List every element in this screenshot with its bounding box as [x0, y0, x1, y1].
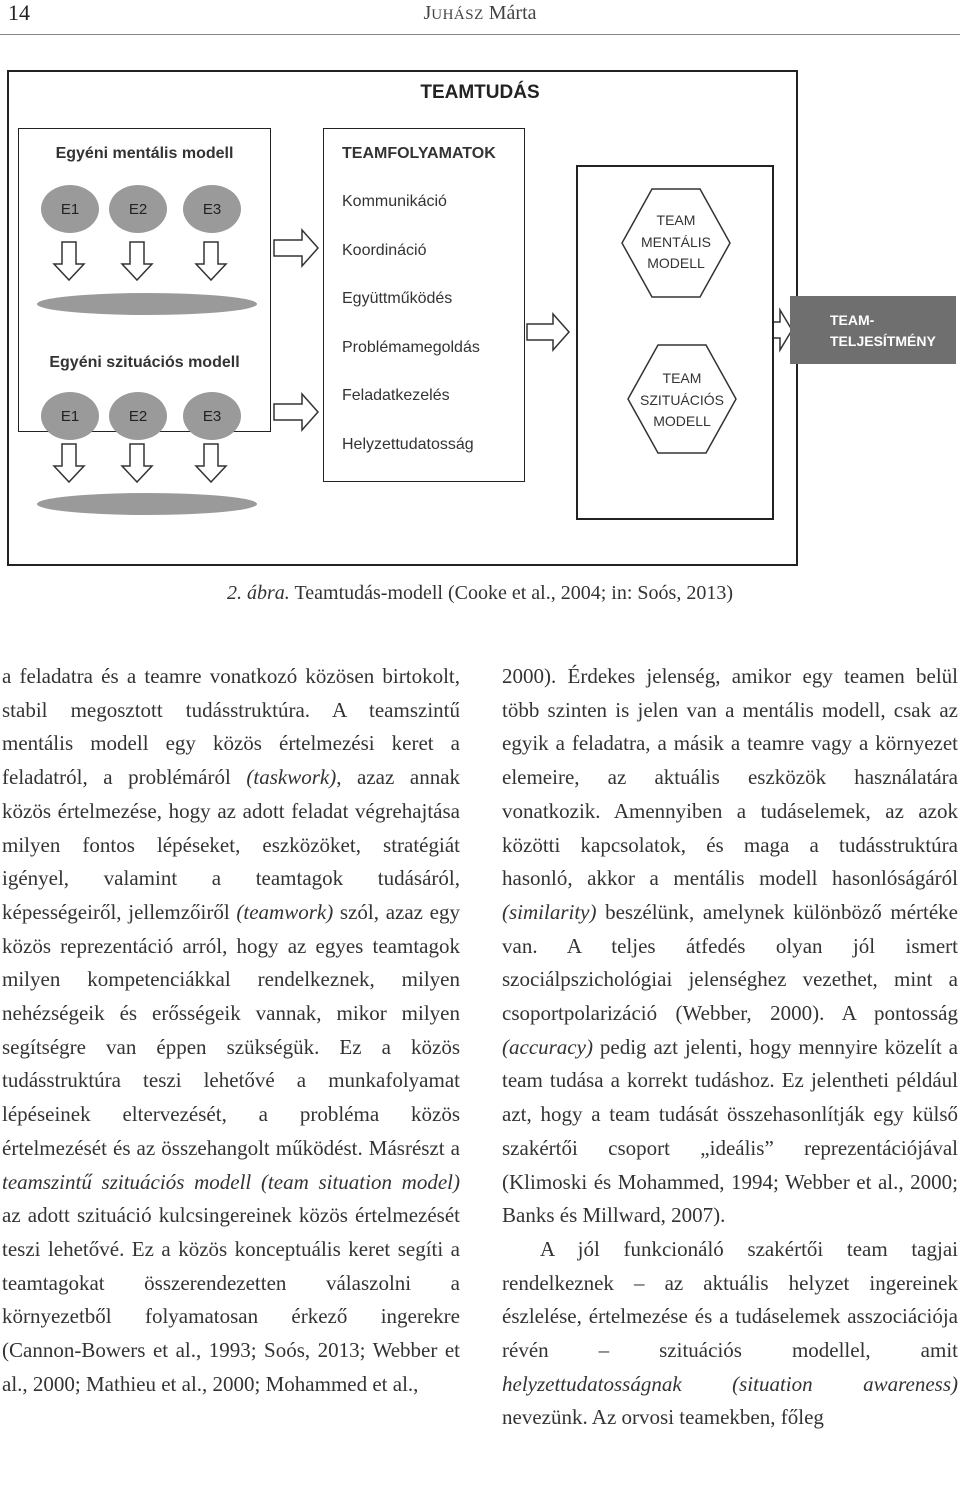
process-task-management: Feladatkezelés	[342, 387, 450, 404]
text-column-right	[502, 660, 958, 1435]
running-header-author: JUHÁSZ Márta	[423, 2, 537, 24]
individual-mental-model-label: Egyéni mentális modell	[55, 145, 234, 162]
ellipse-e3-top: E3	[183, 185, 241, 233]
process-communication: Kommunikáció	[342, 193, 447, 210]
team-mental-model-label: TEAM MENTÁLIS MODELL	[640, 212, 711, 271]
team-performance-box: TEAM- TELJESÍTMÉNY	[790, 296, 956, 364]
ellipse-e3-bottom: E3	[183, 392, 241, 440]
left-paragraph: a feladatra és a teamre vonatkozó közösen birtokolt, stabil megosztott tudásstruktúra. A teamszintű mentális modell egy közös értelmezési keret a feladatról, a problémáról (taskwork), azaz annak közös értelmezése, hogy az adott feladat végrehajtása milyen fontos lépéseket, eszközöket, stratégiát igényel, valamint a teamtagok tudásáról, képességeiről, jellemzőiről (teamwork) szól, azaz egy közös reprezentáció arról, hogy az egyes teamtagok milyen kompetenciákkal rendelkeznek, milyen nehézségeik és erősségeik vannak, mikor milyen segítségre van éppen szükségük. Ez a közös tudásstruktúra teszi lehetővé a munkafolyamat lépéseinek eltervezését, a probléma közös értelmezését és az összehangolt működést. Másrészt a teamszintű szituációs modell (team situation model) az adott szituáció kulcsingereinek közös értelmezését teszi lehetővé. Ez a közös konceptuális keret segíti a teamtagokat összerendezetten válaszolni a környezetből folyamatosan érkező ingerekre (Cannon-Bowers et al., 1993; Soós, 2013; Webber et al., 2000; Mathieu et al., 2000; Mohammed et al.,	[2, 664, 461, 1396]
process-problem-solving: Problémamegoldás	[342, 339, 480, 356]
header-rule	[0, 34, 960, 35]
down-arrows-bottom	[30, 442, 260, 516]
right-arrow-1	[272, 228, 322, 268]
text-column-left	[2, 660, 460, 1401]
right-paragraph-1: 2000). Érdekes jelenség, amikor egy teamen belül több szinten is jelen van a mentális modell, csak az egyik a feladatra, a másik a teamre vagy a környezet elemeire, az aktuális eszközök használatára vonatkozik. Amennyiben a tudáselemek, az azok közötti kapcsolatok, és maga a tudásstruktúra hasonló, akkor a mentális modell hasonlóságáról (similarity) beszélünk, amelynek különböző mértéke van. A teljes átfedés olyan jól ismert szociálpszichológiai jelenséghez vezethet, mint a csoportpolarizáció (Webber, 2000). A pontosság (accuracy) pedig azt jelenti, hogy mennyire közelít a team tudása a korrekt tudáshoz. Ez jelentheti például azt, hogy a team tudását összehasonlítják egy külső szakértői csoport „ideális” reprezentációjával (Klimoski és Mohammed, 1994; Webber et al., 2000; Banks és Millward, 2007).	[502, 664, 958, 1228]
process-cooperation: Együttműködés	[342, 290, 453, 307]
process-coordination: Koordináció	[342, 242, 427, 259]
ellipse-e2-top: E2	[109, 185, 167, 233]
team-situation-model-label: TEAM SZITUÁCIÓS MODELL	[639, 370, 724, 429]
ellipse-e1-bottom: E1	[41, 392, 99, 440]
down-arrows-top	[30, 238, 260, 316]
grey-platform-top	[37, 293, 257, 315]
right-arrow-2	[272, 392, 322, 432]
figure-caption: 2. ábra. Teamtudás-modell (Cooke et al., 2004; in: Soós, 2013)	[227, 582, 733, 604]
right-paragraph-2: A jól funkcionáló szakértői team tagjai rendelkeznek – az aktuális helyzet ingereinek észlelése, értelmezése és a tudáselemek asszociációja révén – szituációs modellel, amit helyzettudatosságnak (situation awareness) nevezünk. Az orvosi teamekben, főleg	[502, 1236, 958, 1430]
individual-situation-model-label: Egyéni szituációs modell	[49, 354, 240, 371]
right-arrow-3	[525, 312, 575, 352]
figure-title: TEAMTUDÁS	[420, 82, 540, 103]
grey-platform-bottom	[37, 493, 257, 515]
team-processes-title: TEAMFOLYAMATOK	[342, 145, 496, 162]
ellipse-e1-top: E1	[41, 185, 99, 233]
ellipse-e2-bottom: E2	[109, 392, 167, 440]
process-situation-awareness: Helyzettudatosság	[342, 436, 474, 453]
page-number: 14	[8, 0, 30, 25]
